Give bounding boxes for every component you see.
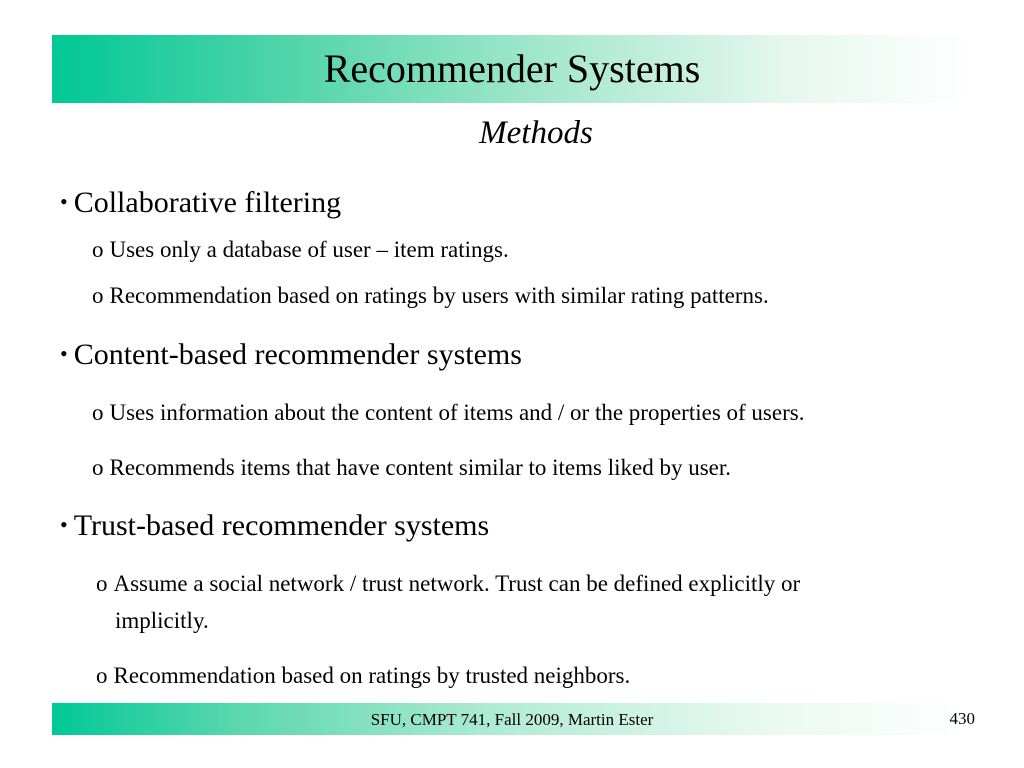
sub-bullet-icon: o: [92, 283, 104, 308]
section-content-based: [60, 336, 522, 373]
list-item: [92, 235, 509, 265]
section-heading: Trust-based recommender systems: [73, 509, 490, 542]
section-heading: Content-based recommender systems: [73, 338, 522, 371]
list-item: [96, 661, 630, 691]
bullet-icon: •: [60, 189, 68, 214]
bullet-icon: •: [60, 512, 68, 537]
sub-bullet-icon: o: [92, 455, 104, 480]
list-item: [92, 398, 804, 428]
slide-title: Recommender Systems: [323, 46, 701, 91]
section-collaborative-filtering: [60, 184, 341, 221]
slide-subtitle: Methods: [479, 115, 593, 151]
list-item-text: Recommendation based on ratings by trusted neighbors.: [113, 663, 631, 688]
list-item: [92, 281, 769, 311]
page-number: 430: [949, 709, 975, 728]
bullet-icon: •: [60, 341, 68, 366]
list-item-continuation: [115, 606, 209, 636]
list-item-text: Uses only a database of user – item ratings.: [109, 237, 509, 262]
list-item-text: Recommends items that have content similar to items liked by user.: [109, 455, 732, 480]
sub-bullet-icon: o: [96, 663, 108, 688]
list-item-text: Uses information about the content of items and / or the properties of users.: [109, 400, 805, 425]
sub-bullet-icon: o: [92, 400, 104, 425]
sub-bullet-icon: o: [92, 237, 104, 262]
section-heading: Collaborative filtering: [73, 186, 342, 219]
sub-bullet-icon: o: [96, 571, 108, 596]
section-trust-based: [60, 507, 489, 544]
list-item-text: Recommendation based on ratings by users with similar rating patterns.: [109, 283, 769, 308]
list-item-text: implicitly.: [115, 608, 209, 633]
footer-text: SFU, CMPT 741, Fall 2009, Martin Ester: [370, 710, 654, 729]
list-item: [92, 453, 731, 483]
list-item: [96, 569, 800, 599]
list-item-text: Assume a social network / trust network. Trust can be defined explicitly or: [113, 571, 801, 596]
